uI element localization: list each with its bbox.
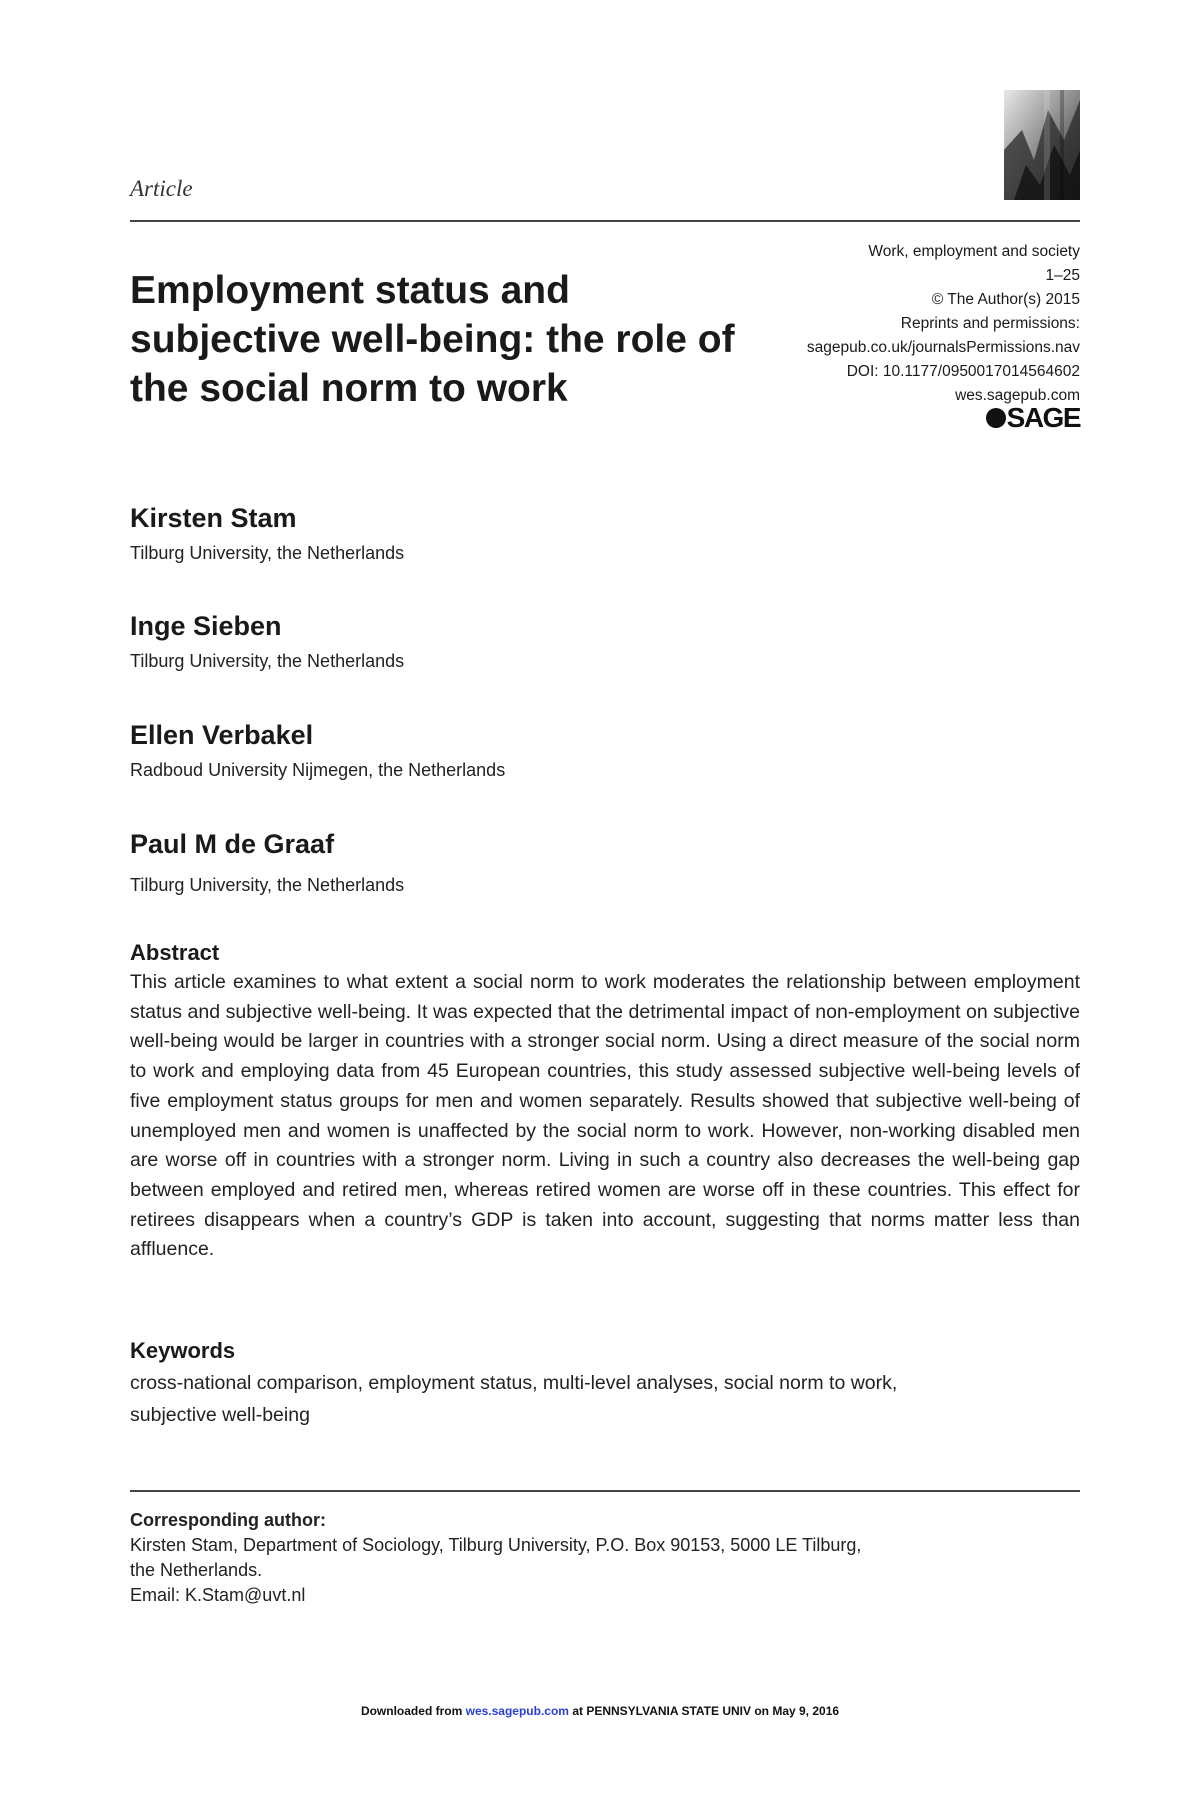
corresponding-email[interactable]: Email: K.Stam@uvt.nl [130,1585,306,1605]
footer-link[interactable]: wes.sagepub.com [465,1704,569,1718]
article-type-label: Article [130,176,193,201]
author-name: Kirsten Stam [130,503,297,533]
journal-cover-logo [1004,90,1080,200]
footer-prefix: Downloaded from [360,1704,466,1718]
corresponding-heading: Corresponding author: [130,1510,326,1530]
publisher-logo-text: SAGE [1006,402,1080,433]
abstract-heading: Abstract [130,940,220,965]
author-affiliation: Tilburg University, the Netherlands [130,651,405,671]
footer-suffix: at PENNSYLVANIA STATE UNIV on May 9, 2016 [568,1704,840,1718]
author-name: Paul M de Graaf [130,829,335,859]
sage-mark-icon [986,408,1006,428]
journal-site[interactable]: wes.sagepub.com [955,387,1080,404]
abstract-text: This article examines to what extent a social norm to work moderates the relationship between employment status and subjective well-being. It was expected that the detrimental impact of non-employment on subjective well-being would be larger in countries with a stronger social norm. Using a direct measure of the social norm to work and employing data from 45 European countries, this study assessed subjective well-being levels of five employment status groups for men and women separately. Results showed that subjective well-being of unemployed men and women is unaffected by the social norm to work. However, non-working disabled men are worse off in countries with a stronger norm. Living in such a country also decreases the well-being gap between employed and retired men, whereas retired women are worse off in these countries. This effect for retirees disappears when a country’s GDP is taken into account, suggesting that norms matter less than affluence. [130,971,1080,1261]
reprints-label: Reprints and permissions: [900,315,1080,332]
page-range: 1–25 [1045,267,1080,284]
author-block [130,828,404,897]
footnote-rule [130,1490,1080,1492]
author-name: Ellen Verbakel [130,720,314,750]
keywords-list [130,1367,1080,1431]
journal-meta [700,240,1080,408]
download-footer [0,1704,1200,1718]
journal-cover-image [1004,90,1080,200]
keywords-line: subjective well-being [130,1404,310,1426]
keywords-heading: Keywords [130,1338,236,1363]
author-block [130,610,404,673]
keywords-line: cross-national comparison, employment status, multi-level analyses, social norm to work, [130,1372,898,1394]
author-name: Inge Sieben [130,611,282,641]
permissions-url[interactable]: sagepub.co.uk/journalsPermissions.nav [806,339,1080,356]
doi[interactable]: DOI: 10.1177/0950017014564602 [846,363,1080,380]
corresponding-address: the Netherlands. [130,1560,263,1580]
author-affiliation: Tilburg University, the Netherlands [130,543,405,563]
corresponding-author [130,1508,1080,1608]
publisher-logo [986,402,1080,434]
author-affiliation: Tilburg University, the Netherlands [130,875,405,895]
author-block [130,502,404,565]
journal-name: Work, employment and society [868,243,1080,260]
paper-title: Employment status and subjective well-being: the role of the social norm to work [130,269,735,410]
author-block [130,719,505,782]
corresponding-address: Kirsten Stam, Department of Sociology, Tilburg University, P.O. Box 90153, 5000 LE Tilburg, [130,1535,862,1555]
author-affiliation: Radboud University Nijmegen, the Netherlands [130,760,506,780]
copyright: © The Author(s) 2015 [931,291,1080,308]
header-rule [130,220,1080,222]
